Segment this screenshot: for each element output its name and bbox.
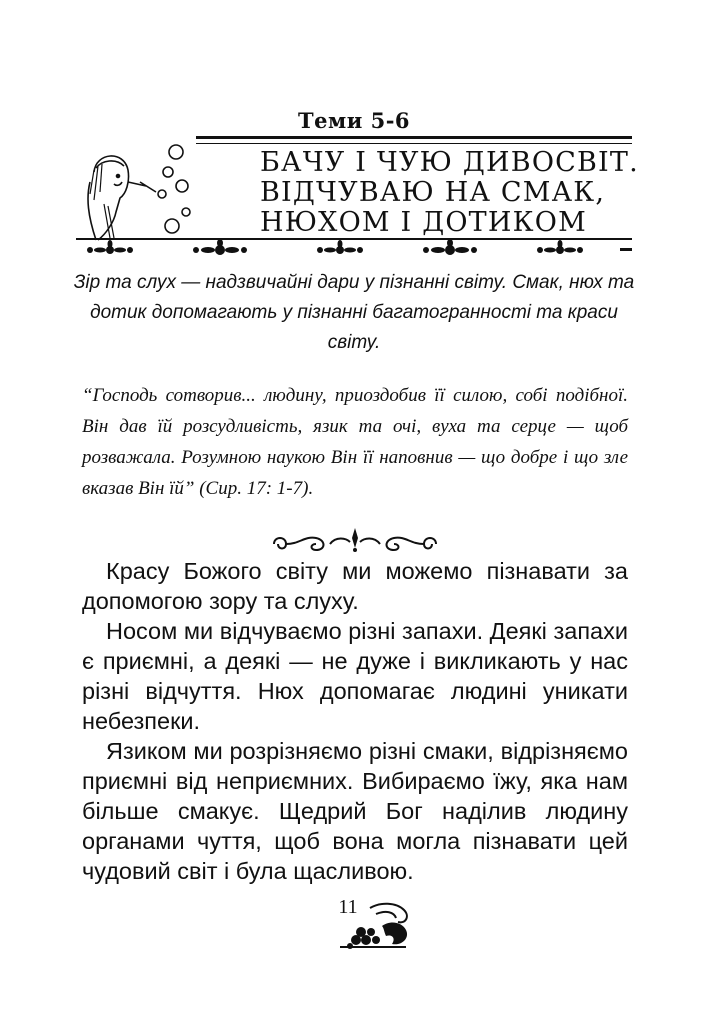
topic-label: Теми 5-6 (297, 108, 411, 133)
body-text (82, 556, 628, 886)
chapter-title-line-2: ВІДЧУВАЮ НА СМАК, (260, 177, 606, 208)
paragraph: Красу Божого світу ми можемо пізнавати за допомогою зору та слуху. (82, 558, 628, 614)
chapter-title-line-3: НЮХОМ І ДОТИКОМ (260, 207, 587, 238)
paragraph: Носом ми відчуваємо різні запахи. Деякі запахи є приємні, а деякі — не дуже і викликають у нас різні відчуття. Нюх допомагає людині уникати небезпеки. (82, 618, 628, 734)
paragraph: Язиком ми розрізняємо різні смаки, відрізняємо приємні від неприємних. Вибираємо їжу, яка нам більше смакує. Щедрий Бог наділив людину органами чуття, щоб вона могла пізнавати цей чудовий світ і була щасливою. (82, 738, 628, 884)
page-number: 11 (338, 896, 358, 918)
scroll-divider-icon (270, 526, 440, 554)
grapes-leaf-icon (336, 900, 416, 952)
title-rule-top (196, 136, 632, 139)
floral-ornament-band-icon (80, 240, 632, 260)
title-rule-top-thin (196, 143, 632, 144)
chapter-title-line-1: БАЧУ І ЧУЮ ДИВОСВІТ. (260, 147, 639, 178)
chapter-header (76, 134, 639, 246)
scripture-quote: “Господь сотворив... людину, приоздобив її силою, собі подібної. Він дав їй розсудливість, язик та очі, вуха та серце — щоб розважала. Розумною наукою Він її наповнив — що добре і що зле вказав Він їй” (Сир. 17: 1-7). (82, 385, 628, 499)
intro-text: Зір та слух — надзвичайні дари у пізнанні світу. Смак, нюх та дотик допомагають у пізнанні багатогранності та краси світу. (73, 272, 635, 353)
child-bubbles-icon (76, 142, 194, 242)
